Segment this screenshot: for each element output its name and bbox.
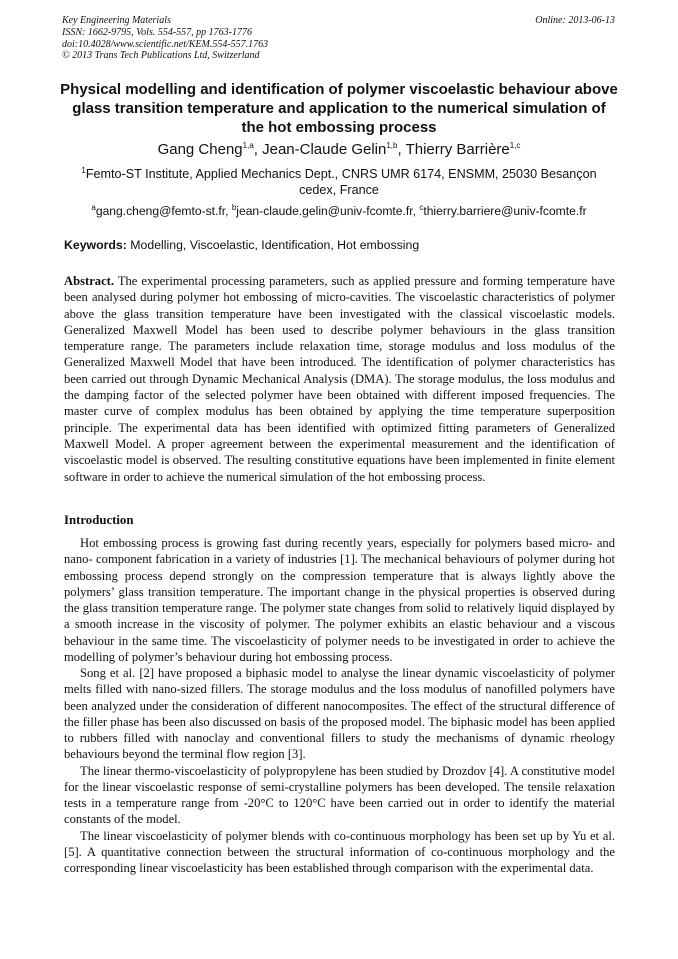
email-sup: a bbox=[91, 202, 96, 212]
introduction-body bbox=[64, 535, 615, 876]
online-date: Online: 2013-06-13 bbox=[535, 15, 615, 26]
author-sup: 1,c bbox=[509, 141, 521, 150]
abstract bbox=[64, 273, 615, 485]
author-sup: 1,b bbox=[386, 141, 398, 150]
author-separator: , bbox=[397, 141, 406, 158]
affiliation-sup: 1 bbox=[81, 165, 86, 175]
author-list bbox=[60, 140, 618, 159]
paragraph: The linear thermo-viscoelasticity of polypropylene has been studied by Drozdov [4]. A constitutive model for the linear viscoelastic response of semi-crystalline polymers has been developed. The tensile relaxation tests in a temperature range from -20°C to 120°C have been carried out in order to identify the material constants of the model. bbox=[64, 763, 615, 827]
paragraph: The linear viscoelasticity of polymer blends with co-continuous morphology has been set up by Yu et al. [5]. A quantitative connection between the structural information of co-continuous morphology and the corresponding linear viscoelasticity has been established through comparison with the experimental data. bbox=[64, 828, 615, 875]
abstract-label: Abstract. bbox=[64, 274, 115, 288]
abstract-text: The experimental processing parameters, such as applied pressure and forming temperature have been analysed during polymer hot embossing of micro-cavities. The viscoelastic characteristics of polymer above the glass transition temperature have been investigated with the classical viscoelastic models. Generalized Maxwell Model has been used to describe polymer behaviours in the glass transition temperature range. The parameters include relaxation time, storage modulus and loss modulus of the Generalized Maxwell Model that have been introduced. The identification of polymer characteristics has been carried out through Dynamic Mechanical Analysis (DMA). The storage modulus, the loss modulus and the damping factor of the selected polymer have been obtained with different imposed frequencies. The master curve of complex modulus has been obtained by applying the time temperature superposition principle. The experimental data has been identified with optimized fitting parameters of Generalized Maxwell Model. A proper agreement between the experimental measurement and the identification of viscoelastic model is observed. The resulting constitutive equations have been implemented in finite element software in order to achieve the numerical simulation of the hot embossing process. bbox=[64, 274, 615, 484]
affiliation-text: Femto-ST Institute, Applied Mechanics Dept., CNRS UMR 6174, ENSMM, 25030 Besançon cedex, France bbox=[85, 167, 597, 197]
keywords-text: Modelling, Viscoelastic, Identification, Hot embossing bbox=[126, 238, 420, 252]
section-heading-introduction: Introduction bbox=[64, 513, 134, 527]
author-name: Gang Cheng bbox=[157, 141, 243, 158]
keywords bbox=[64, 237, 419, 253]
author-separator: , bbox=[253, 141, 263, 158]
affiliation bbox=[75, 166, 603, 198]
journal-name: Key Engineering Materials bbox=[62, 15, 171, 26]
keywords-label: Keywords: bbox=[64, 238, 127, 252]
email-list bbox=[40, 203, 638, 219]
paragraph: Song et al. [2] have proposed a biphasic model to analyse the linear dynamic viscoelasticity of polymer melts filled with nano-sized fillers. The storage modulus and the loss modulus of nanofilled polymers have been analyzed under the consideration of different nanocomposites. The effect of the structural difference of the filler phase has been also discussed on basis of the proposed model. The biphasic model has been applied to rubbers filled with nanoclay and conventional fillers to study the mechanisms of dynamic rheology behaviours beyond the terminal flow region [3]. bbox=[64, 666, 615, 762]
paper-title: Physical modelling and identification of polymer viscoelastic behaviour above glass transition temperature and application to the numerical simulation of the hot embossing process bbox=[60, 81, 618, 136]
issn-line: ISSN: 1662-9795, Vols. 554-557, pp 1763-1776 bbox=[62, 26, 252, 38]
paragraph: Hot embossing process is growing fast during recently years, especially for polymers based micro- and nano- component fabrication in a variety of industries [1]. The mechanical behaviours of polymer during hot embossing process depend strongly on the compression temperature that is always lightly above the polymers’ glass transition temperature. The important change in the physical properties is observed during the glass transition temperature range. The polymer state changes from solid to relatively liquid displayed by a smooth increase in the viscosity of polymer. The polymer exhibits an elastic behaviour and a viscous behaviour in the same time. The viscoelasticity of polymer needs to be investigated in order to achieve the modelling of polymer’s behaviour during hot embossing process. bbox=[64, 536, 615, 664]
email-sup: b bbox=[231, 202, 237, 212]
email-link[interactable]: gang.cheng@femto-st.fr, bbox=[95, 204, 232, 218]
email-link[interactable]: thierry.barriere@univ-fcomte.fr bbox=[423, 204, 587, 218]
author-name: Thierry Barrière bbox=[405, 141, 510, 158]
copyright-line: © 2013 Trans Tech Publications Ltd, Switzerland bbox=[62, 50, 260, 62]
journal-metadata bbox=[62, 15, 268, 62]
email-sup: c bbox=[419, 202, 424, 212]
doi-line: doi:10.4028/www.scientific.net/KEM.554-557.1763 bbox=[62, 38, 269, 50]
author-name: Jean-Claude Gelin bbox=[262, 141, 387, 158]
author-sup: 1,a bbox=[242, 141, 254, 150]
email-link[interactable]: jean-claude.gelin@univ-fcomte.fr, bbox=[236, 204, 420, 218]
